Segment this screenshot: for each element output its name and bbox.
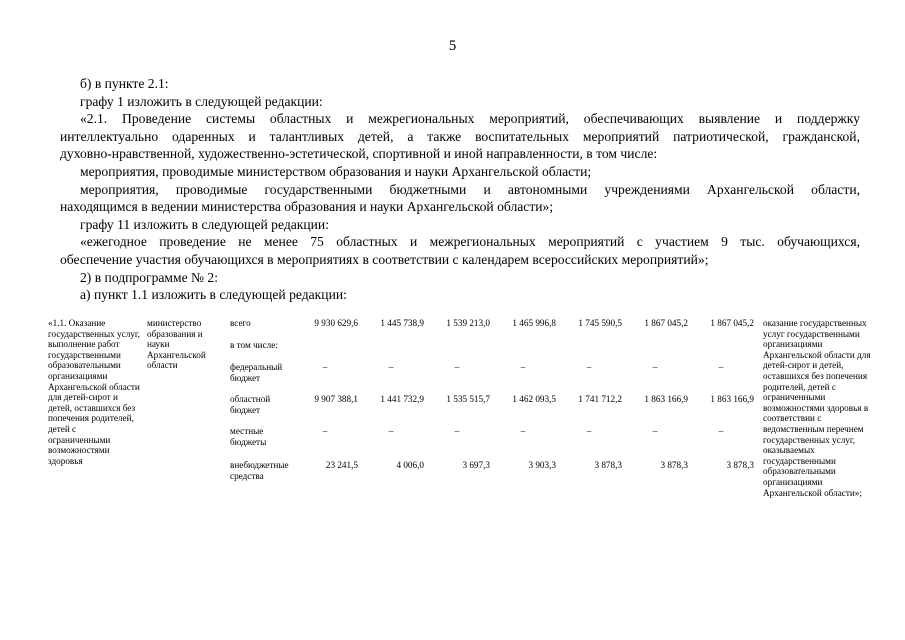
funding-value: – <box>454 362 460 372</box>
funding-value: – <box>586 362 592 372</box>
funding-value: 1 863 166,9 <box>710 394 754 404</box>
funding-source-label: областной бюджет <box>230 394 271 415</box>
paragraph: а) пункт 1.1 изложить в следующей редакции: <box>80 287 347 303</box>
funding-source-label: всего <box>230 318 251 328</box>
paragraph: духовно-нравственной, художественно-эстетической, спортивной и иной направленности, в том числе: <box>60 146 658 162</box>
paragraph: мероприятия, проводимые государственными бюджетными и автономными учреждениями Архангельской области, <box>80 181 860 197</box>
funding-value: – <box>652 426 658 436</box>
funding-value: – <box>586 426 592 436</box>
funding-value: – <box>388 362 394 372</box>
budget-table <box>0 318 905 638</box>
funding-value: 4 006,0 <box>396 460 424 470</box>
funding-value: 1 445 738,9 <box>380 318 424 328</box>
funding-value: 1 867 045,2 <box>644 318 688 328</box>
funding-source-label: местные бюджеты <box>230 426 267 447</box>
paragraph: 2) в подпрограмме № 2: <box>80 269 218 285</box>
paragraph: интеллектуально одаренных и талантливых детей, а также воспитательных мероприятий патриотической, гражданской, <box>60 128 860 144</box>
paragraph: графу 11 изложить в следующей редакции: <box>80 216 329 232</box>
funding-value: – <box>388 426 394 436</box>
funding-value: 1 867 045,2 <box>710 318 754 328</box>
funding-value: 3 697,3 <box>462 460 490 470</box>
funding-value: 3 878,3 <box>660 460 688 470</box>
funding-value: 1 741 712,2 <box>578 394 622 404</box>
funding-value: – <box>520 362 526 372</box>
funding-value: 3 903,3 <box>528 460 556 470</box>
result-description-cell: оказание государственных услуг государственными организациями Архангельской области для детей-сирот и детей, оставшихся без попечения родителей, детей с ограниченными возможностями здоровья в соответствии с ведомственным перечнем государственных услуг, оказываемых государственными образовательными организациями Архангельской области»; <box>763 318 871 498</box>
funding-source-label: внебюджетные средства <box>230 460 289 481</box>
funding-value: 1 539 213,0 <box>446 318 490 328</box>
activity-name-cell: «1.1. Оказание государственных услуг, выполнение работ государственными образовательными организациями Архангельской области для детей-сирот и детей, оставшихся без попечения родителей, детей с ограниченными возможностями здоровья <box>48 318 140 466</box>
funding-value: 1 745 590,5 <box>578 318 622 328</box>
funding-source-label: в том числе: <box>230 340 278 350</box>
funding-value: 1 462 093,5 <box>512 394 556 404</box>
funding-source-label: федеральный бюджет <box>230 362 283 383</box>
funding-value: 9 930 629,6 <box>314 318 358 328</box>
funding-value: – <box>718 362 724 372</box>
paragraph: графу 1 изложить в следующей редакции: <box>80 93 323 109</box>
paragraph: обеспечение участия обучающихся в мероприятиях в соответствии с календарем всероссийских мероприятий»; <box>60 251 709 267</box>
funding-value: 3 878,3 <box>594 460 622 470</box>
funding-value: 1 535 515,7 <box>446 394 490 404</box>
funding-value: – <box>652 362 658 372</box>
funding-value: 1 465 996,8 <box>512 318 556 328</box>
paragraph: мероприятия, проводимые министерством образования и науки Архангельской области; <box>80 163 592 179</box>
funding-value: – <box>454 426 460 436</box>
funding-value: – <box>322 362 328 372</box>
funding-value: 9 907 388,1 <box>314 394 358 404</box>
funding-value: 23 241,5 <box>325 460 358 470</box>
paragraph: «2.1. Проведение системы областных и межрегиональных мероприятий, обеспечивающих выявление и поддержку <box>80 111 860 127</box>
funding-value: – <box>322 426 328 436</box>
paragraph: б) в пункте 2.1: <box>80 76 169 91</box>
body-text <box>60 75 860 304</box>
paragraph: находящимся в ведении министерства образования и науки Архангельской области»; <box>60 199 554 215</box>
funding-value: – <box>520 426 526 436</box>
funding-value: 3 878,3 <box>726 460 754 470</box>
executor-cell: министерство образования и науки Архангельской области <box>147 318 206 371</box>
paragraph: «ежегодное проведение не менее 75 областных и межрегиональных мероприятий с участием 9 тыс. обучающихся, <box>80 234 860 250</box>
funding-value: 1 863 166,9 <box>644 394 688 404</box>
funding-value: – <box>718 426 724 436</box>
funding-value: 1 441 732,9 <box>380 394 424 404</box>
page-number: 5 <box>448 38 457 54</box>
